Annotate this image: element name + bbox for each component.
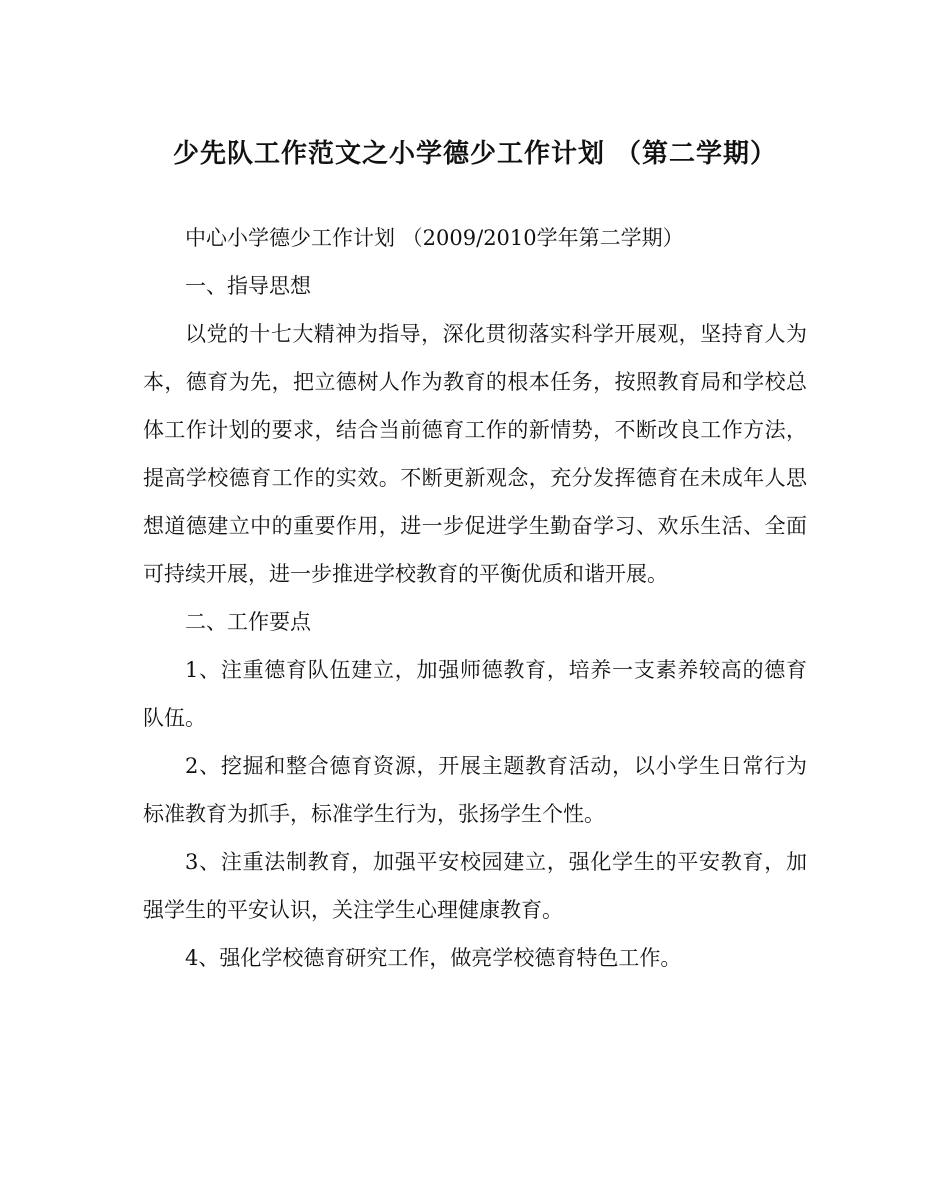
work-point-2: 2、挖掘和整合德育资源，开展主题教育活动，以小学生日常行为标准教育为抓手，标准学生行为，张扬学生个性。 (143, 754, 807, 826)
guiding-ideology-paragraph: 以党的十七大精神为指导，深化贯彻落实科学开展观，坚持育人为本，德育为先，把立德树人作为教育的根本任务，按照教育局和学校总体工作计划的要求，结合当前德育工作的新情势，不断改良工作方法，提高学校德育工作的实效。不断更新观念，充分发挥德育在未成年人思想道德建立中的重要作用，进一步促进学生勤奋学习、欢乐生活、全面可持续开展，进一步推进学校教育的平衡优质和谐开展。 (143, 322, 807, 586)
plan-subtitle: 中心小学德少工作计划 （2009/2010学年第二学期） (185, 226, 684, 250)
work-point-3: 3、注重法制教育，加强平安校园建立，强化学生的平安教育，加强学生的平安认识，关注学生心理健康教育。 (143, 850, 807, 922)
document-body (143, 214, 807, 982)
work-point-4: 4、强化学校德育研究工作，做亮学校德育特色工作。 (185, 946, 682, 970)
work-point-1: 1、注重德育队伍建立，加强师德教育，培养一支素养较高的德育队伍。 (143, 658, 807, 730)
section-heading-work-points: 二、工作要点 (185, 610, 311, 634)
document-title: 少先队工作范文之小学德少工作计划 （第二学期） (172, 139, 778, 169)
section-heading-guiding-ideology: 一、指导思想 (185, 274, 311, 298)
